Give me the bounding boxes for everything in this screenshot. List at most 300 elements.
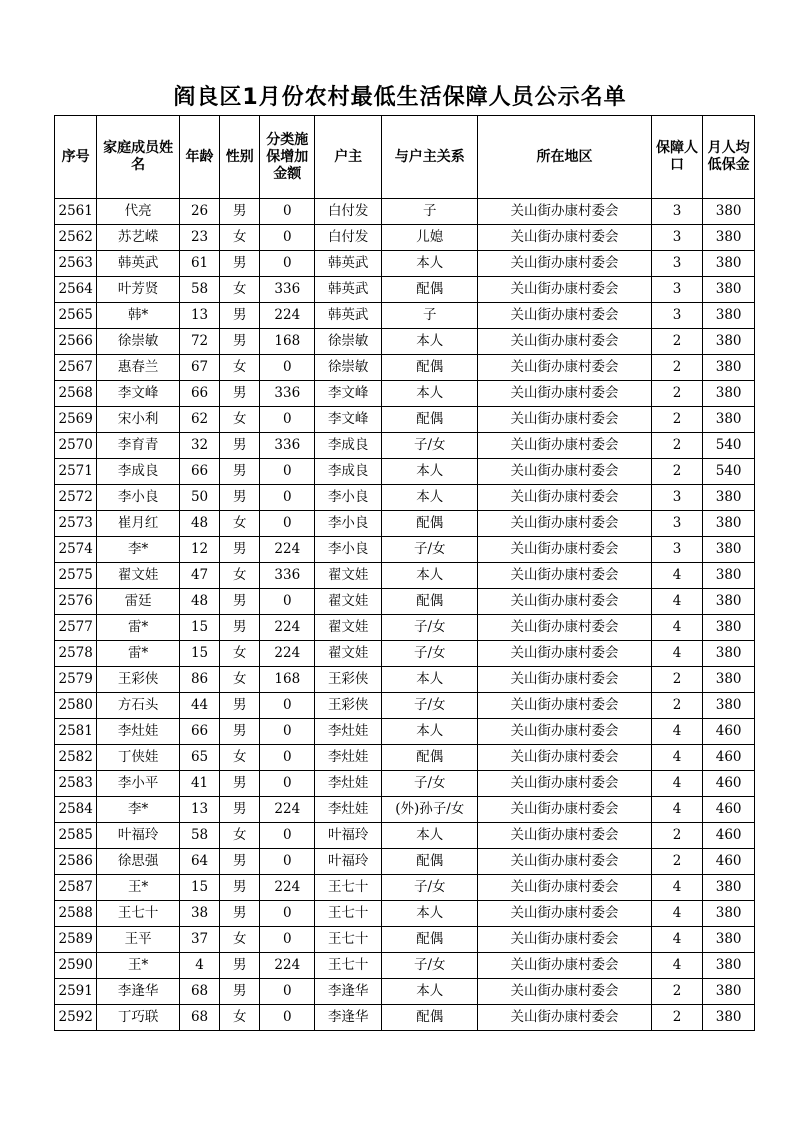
cell-member-name: 李* bbox=[97, 797, 180, 823]
cell-age: 48 bbox=[179, 511, 219, 537]
cell-household-size: 2 bbox=[651, 979, 703, 1005]
cell-gender: 男 bbox=[220, 433, 260, 459]
cell-householder: 白付发 bbox=[315, 199, 382, 225]
cell-member-name: 李灶娃 bbox=[97, 719, 180, 745]
cell-age: 26 bbox=[179, 199, 219, 225]
cell-householder: 李灶娃 bbox=[315, 797, 382, 823]
cell-age: 64 bbox=[179, 849, 219, 875]
cell-household-size: 4 bbox=[651, 745, 703, 771]
cell-region: 关山街办康村委会 bbox=[478, 719, 651, 745]
cell-relationship: 本人 bbox=[382, 251, 478, 277]
cell-monthly-allowance: 380 bbox=[703, 1005, 755, 1031]
cell-relationship: 儿媳 bbox=[382, 225, 478, 251]
cell-member-name: 崔月红 bbox=[97, 511, 180, 537]
cell-member-name: 雷廷 bbox=[97, 589, 180, 615]
cell-region: 关山街办康村委会 bbox=[478, 745, 651, 771]
cell-extra-amount: 224 bbox=[260, 537, 315, 563]
cell-member-name: 雷* bbox=[97, 641, 180, 667]
cell-extra-amount: 168 bbox=[260, 329, 315, 355]
cell-region: 关山街办康村委会 bbox=[478, 615, 651, 641]
header-col-age: 年龄 bbox=[179, 116, 219, 199]
cell-household-size: 3 bbox=[651, 199, 703, 225]
cell-extra-amount: 224 bbox=[260, 797, 315, 823]
cell-gender: 男 bbox=[220, 251, 260, 277]
cell-monthly-allowance: 380 bbox=[703, 225, 755, 251]
cell-relationship: 子/女 bbox=[382, 537, 478, 563]
cell-household-size: 2 bbox=[651, 381, 703, 407]
cell-monthly-allowance: 380 bbox=[703, 355, 755, 381]
cell-age: 41 bbox=[179, 771, 219, 797]
cell-relationship: 配偶 bbox=[382, 277, 478, 303]
cell-relationship: 子/女 bbox=[382, 615, 478, 641]
cell-monthly-allowance: 460 bbox=[703, 797, 755, 823]
cell-age: 38 bbox=[179, 901, 219, 927]
cell-age: 13 bbox=[179, 797, 219, 823]
cell-region: 关山街办康村委会 bbox=[478, 641, 651, 667]
cell-member-name: 雷* bbox=[97, 615, 180, 641]
cell-extra-amount: 336 bbox=[260, 381, 315, 407]
header-col-member-name: 家庭成员姓名 bbox=[97, 116, 180, 199]
cell-householder: 翟文娃 bbox=[315, 589, 382, 615]
cell-monthly-allowance: 380 bbox=[703, 927, 755, 953]
cell-member-name: 李逢华 bbox=[97, 979, 180, 1005]
cell-region: 关山街办康村委会 bbox=[478, 771, 651, 797]
cell-monthly-allowance: 380 bbox=[703, 199, 755, 225]
cell-household-size: 4 bbox=[651, 927, 703, 953]
cell-household-size: 3 bbox=[651, 251, 703, 277]
table-row bbox=[55, 771, 755, 797]
cell-member-name: 李成良 bbox=[97, 459, 180, 485]
cell-age: 66 bbox=[179, 381, 219, 407]
cell-region: 关山街办康村委会 bbox=[478, 407, 651, 433]
cell-household-size: 4 bbox=[651, 875, 703, 901]
cell-age: 32 bbox=[179, 433, 219, 459]
table-row bbox=[55, 1005, 755, 1031]
cell-member-name: 韩英武 bbox=[97, 251, 180, 277]
cell-monthly-allowance: 380 bbox=[703, 563, 755, 589]
cell-household-size: 4 bbox=[651, 953, 703, 979]
cell-monthly-allowance: 460 bbox=[703, 745, 755, 771]
cell-gender: 男 bbox=[220, 199, 260, 225]
cell-index: 2588 bbox=[55, 901, 97, 927]
cell-householder: 王七十 bbox=[315, 901, 382, 927]
cell-household-size: 4 bbox=[651, 589, 703, 615]
cell-household-size: 2 bbox=[651, 849, 703, 875]
cell-region: 关山街办康村委会 bbox=[478, 589, 651, 615]
cell-region: 关山街办康村委会 bbox=[478, 849, 651, 875]
cell-relationship: (外)孙子/女 bbox=[382, 797, 478, 823]
cell-index: 2591 bbox=[55, 979, 97, 1005]
cell-index: 2577 bbox=[55, 615, 97, 641]
cell-relationship: 配偶 bbox=[382, 849, 478, 875]
header-col-householder: 户主 bbox=[315, 116, 382, 199]
cell-age: 58 bbox=[179, 277, 219, 303]
cell-gender: 男 bbox=[220, 459, 260, 485]
cell-household-size: 3 bbox=[651, 277, 703, 303]
cell-household-size: 2 bbox=[651, 823, 703, 849]
cell-age: 15 bbox=[179, 875, 219, 901]
table-row bbox=[55, 589, 755, 615]
header-col-region: 所在地区 bbox=[478, 116, 651, 199]
cell-monthly-allowance: 380 bbox=[703, 485, 755, 511]
cell-index: 2567 bbox=[55, 355, 97, 381]
cell-householder: 叶福玲 bbox=[315, 823, 382, 849]
cell-householder: 李灶娃 bbox=[315, 771, 382, 797]
cell-gender: 女 bbox=[220, 511, 260, 537]
cell-age: 15 bbox=[179, 641, 219, 667]
cell-member-name: 徐思强 bbox=[97, 849, 180, 875]
cell-index: 2590 bbox=[55, 953, 97, 979]
cell-householder: 李文峰 bbox=[315, 381, 382, 407]
cell-region: 关山街办康村委会 bbox=[478, 485, 651, 511]
cell-gender: 女 bbox=[220, 667, 260, 693]
cell-age: 58 bbox=[179, 823, 219, 849]
cell-member-name: 丁侠娃 bbox=[97, 745, 180, 771]
cell-monthly-allowance: 380 bbox=[703, 277, 755, 303]
cell-age: 48 bbox=[179, 589, 219, 615]
cell-member-name: 李* bbox=[97, 537, 180, 563]
cell-monthly-allowance: 460 bbox=[703, 849, 755, 875]
cell-member-name: 韩* bbox=[97, 303, 180, 329]
cell-monthly-allowance: 380 bbox=[703, 303, 755, 329]
cell-householder: 王七十 bbox=[315, 875, 382, 901]
cell-gender: 女 bbox=[220, 1005, 260, 1031]
cell-householder: 白付发 bbox=[315, 225, 382, 251]
cell-index: 2583 bbox=[55, 771, 97, 797]
cell-index: 2582 bbox=[55, 745, 97, 771]
cell-gender: 男 bbox=[220, 329, 260, 355]
cell-householder: 翟文娃 bbox=[315, 615, 382, 641]
table-row bbox=[55, 199, 755, 225]
table-row bbox=[55, 927, 755, 953]
cell-gender: 男 bbox=[220, 537, 260, 563]
cell-relationship: 子 bbox=[382, 199, 478, 225]
cell-member-name: 王平 bbox=[97, 927, 180, 953]
cell-gender: 男 bbox=[220, 303, 260, 329]
cell-extra-amount: 224 bbox=[260, 615, 315, 641]
cell-relationship: 本人 bbox=[382, 459, 478, 485]
cell-age: 66 bbox=[179, 719, 219, 745]
table-row bbox=[55, 459, 755, 485]
cell-member-name: 方石头 bbox=[97, 693, 180, 719]
cell-member-name: 王* bbox=[97, 875, 180, 901]
cell-relationship: 子/女 bbox=[382, 875, 478, 901]
cell-region: 关山街办康村委会 bbox=[478, 563, 651, 589]
cell-extra-amount: 0 bbox=[260, 927, 315, 953]
cell-householder: 韩英武 bbox=[315, 277, 382, 303]
cell-member-name: 李文峰 bbox=[97, 381, 180, 407]
cell-relationship: 配偶 bbox=[382, 745, 478, 771]
cell-index: 2565 bbox=[55, 303, 97, 329]
cell-householder: 韩英武 bbox=[315, 251, 382, 277]
cell-householder: 翟文娃 bbox=[315, 641, 382, 667]
cell-extra-amount: 0 bbox=[260, 849, 315, 875]
cell-extra-amount: 0 bbox=[260, 225, 315, 251]
cell-gender: 女 bbox=[220, 225, 260, 251]
cell-monthly-allowance: 380 bbox=[703, 667, 755, 693]
cell-index: 2570 bbox=[55, 433, 97, 459]
cell-index: 2585 bbox=[55, 823, 97, 849]
cell-age: 15 bbox=[179, 615, 219, 641]
cell-region: 关山街办康村委会 bbox=[478, 823, 651, 849]
cell-household-size: 4 bbox=[651, 719, 703, 745]
cell-relationship: 配偶 bbox=[382, 511, 478, 537]
table-row bbox=[55, 251, 755, 277]
cell-gender: 女 bbox=[220, 745, 260, 771]
cell-monthly-allowance: 380 bbox=[703, 589, 755, 615]
cell-extra-amount: 168 bbox=[260, 667, 315, 693]
cell-household-size: 3 bbox=[651, 511, 703, 537]
cell-index: 2566 bbox=[55, 329, 97, 355]
cell-relationship: 本人 bbox=[382, 485, 478, 511]
cell-householder: 韩英武 bbox=[315, 303, 382, 329]
cell-gender: 女 bbox=[220, 563, 260, 589]
cell-region: 关山街办康村委会 bbox=[478, 303, 651, 329]
table-row bbox=[55, 381, 755, 407]
table-header-row bbox=[55, 116, 755, 199]
table-row bbox=[55, 563, 755, 589]
table-row bbox=[55, 823, 755, 849]
cell-index: 2589 bbox=[55, 927, 97, 953]
cell-household-size: 2 bbox=[651, 355, 703, 381]
cell-gender: 女 bbox=[220, 927, 260, 953]
cell-gender: 男 bbox=[220, 771, 260, 797]
cell-region: 关山街办康村委会 bbox=[478, 875, 651, 901]
cell-region: 关山街办康村委会 bbox=[478, 381, 651, 407]
cell-extra-amount: 0 bbox=[260, 901, 315, 927]
header-col-relationship: 与户主关系 bbox=[382, 116, 478, 199]
cell-extra-amount: 224 bbox=[260, 641, 315, 667]
cell-index: 2587 bbox=[55, 875, 97, 901]
cell-member-name: 翟文娃 bbox=[97, 563, 180, 589]
document-title: 阎良区1月份农村最低生活保障人员公示名单 bbox=[173, 85, 627, 110]
cell-member-name: 王彩侠 bbox=[97, 667, 180, 693]
cell-householder: 李成良 bbox=[315, 433, 382, 459]
cell-age: 37 bbox=[179, 927, 219, 953]
cell-gender: 男 bbox=[220, 901, 260, 927]
cell-monthly-allowance: 460 bbox=[703, 771, 755, 797]
table-row bbox=[55, 615, 755, 641]
cell-index: 2562 bbox=[55, 225, 97, 251]
cell-region: 关山街办康村委会 bbox=[478, 225, 651, 251]
cell-member-name: 宋小利 bbox=[97, 407, 180, 433]
cell-region: 关山街办康村委会 bbox=[478, 511, 651, 537]
cell-householder: 李小良 bbox=[315, 537, 382, 563]
cell-index: 2563 bbox=[55, 251, 97, 277]
table-row bbox=[55, 667, 755, 693]
table-row bbox=[55, 875, 755, 901]
cell-index: 2578 bbox=[55, 641, 97, 667]
cell-gender: 男 bbox=[220, 381, 260, 407]
cell-region: 关山街办康村委会 bbox=[478, 693, 651, 719]
cell-member-name: 惠春兰 bbox=[97, 355, 180, 381]
cell-household-size: 2 bbox=[651, 433, 703, 459]
cell-householder: 李成良 bbox=[315, 459, 382, 485]
cell-gender: 男 bbox=[220, 485, 260, 511]
recipient-table bbox=[54, 115, 755, 1031]
cell-householder: 李小良 bbox=[315, 485, 382, 511]
cell-relationship: 配偶 bbox=[382, 355, 478, 381]
cell-household-size: 2 bbox=[651, 1005, 703, 1031]
cell-monthly-allowance: 460 bbox=[703, 719, 755, 745]
cell-region: 关山街办康村委会 bbox=[478, 199, 651, 225]
cell-extra-amount: 0 bbox=[260, 745, 315, 771]
cell-householder: 李小良 bbox=[315, 511, 382, 537]
cell-gender: 男 bbox=[220, 719, 260, 745]
cell-extra-amount: 224 bbox=[260, 953, 315, 979]
cell-gender: 男 bbox=[220, 953, 260, 979]
cell-relationship: 子/女 bbox=[382, 433, 478, 459]
cell-householder: 徐崇敏 bbox=[315, 329, 382, 355]
table-row bbox=[55, 407, 755, 433]
cell-household-size: 3 bbox=[651, 485, 703, 511]
cell-region: 关山街办康村委会 bbox=[478, 797, 651, 823]
cell-extra-amount: 0 bbox=[260, 459, 315, 485]
cell-monthly-allowance: 380 bbox=[703, 381, 755, 407]
table-row bbox=[55, 355, 755, 381]
cell-age: 44 bbox=[179, 693, 219, 719]
header-col-gender: 性别 bbox=[220, 116, 260, 199]
cell-relationship: 本人 bbox=[382, 667, 478, 693]
cell-index: 2579 bbox=[55, 667, 97, 693]
header-col-household-size: 保障人口 bbox=[651, 116, 703, 199]
cell-relationship: 子 bbox=[382, 303, 478, 329]
cell-index: 2568 bbox=[55, 381, 97, 407]
table-row bbox=[55, 745, 755, 771]
cell-age: 13 bbox=[179, 303, 219, 329]
cell-index: 2576 bbox=[55, 589, 97, 615]
cell-gender: 男 bbox=[220, 693, 260, 719]
cell-monthly-allowance: 380 bbox=[703, 875, 755, 901]
cell-age: 50 bbox=[179, 485, 219, 511]
cell-monthly-allowance: 380 bbox=[703, 693, 755, 719]
cell-age: 62 bbox=[179, 407, 219, 433]
cell-region: 关山街办康村委会 bbox=[478, 433, 651, 459]
table-row bbox=[55, 719, 755, 745]
cell-region: 关山街办康村委会 bbox=[478, 1005, 651, 1031]
cell-monthly-allowance: 460 bbox=[703, 823, 755, 849]
cell-region: 关山街办康村委会 bbox=[478, 329, 651, 355]
cell-member-name: 叶芳贤 bbox=[97, 277, 180, 303]
cell-region: 关山街办康村委会 bbox=[478, 953, 651, 979]
cell-extra-amount: 0 bbox=[260, 199, 315, 225]
cell-monthly-allowance: 540 bbox=[703, 433, 755, 459]
cell-index: 2564 bbox=[55, 277, 97, 303]
cell-household-size: 2 bbox=[651, 407, 703, 433]
cell-relationship: 子/女 bbox=[382, 693, 478, 719]
cell-household-size: 4 bbox=[651, 797, 703, 823]
cell-relationship: 本人 bbox=[382, 823, 478, 849]
cell-gender: 女 bbox=[220, 823, 260, 849]
header-col-extra-amount: 分类施保增加金额 bbox=[260, 116, 315, 199]
cell-householder: 王彩侠 bbox=[315, 693, 382, 719]
cell-extra-amount: 0 bbox=[260, 771, 315, 797]
table-row bbox=[55, 485, 755, 511]
cell-gender: 男 bbox=[220, 797, 260, 823]
cell-index: 2584 bbox=[55, 797, 97, 823]
cell-monthly-allowance: 380 bbox=[703, 537, 755, 563]
cell-index: 2575 bbox=[55, 563, 97, 589]
cell-household-size: 2 bbox=[651, 667, 703, 693]
cell-relationship: 配偶 bbox=[382, 589, 478, 615]
cell-member-name: 苏艺嵘 bbox=[97, 225, 180, 251]
cell-extra-amount: 336 bbox=[260, 563, 315, 589]
cell-household-size: 2 bbox=[651, 329, 703, 355]
cell-extra-amount: 0 bbox=[260, 1005, 315, 1031]
cell-monthly-allowance: 540 bbox=[703, 459, 755, 485]
cell-age: 23 bbox=[179, 225, 219, 251]
cell-relationship: 本人 bbox=[382, 719, 478, 745]
cell-age: 66 bbox=[179, 459, 219, 485]
table-row bbox=[55, 225, 755, 251]
cell-householder: 翟文娃 bbox=[315, 563, 382, 589]
cell-index: 2573 bbox=[55, 511, 97, 537]
cell-household-size: 2 bbox=[651, 459, 703, 485]
table-row bbox=[55, 329, 755, 355]
cell-monthly-allowance: 380 bbox=[703, 953, 755, 979]
table-row bbox=[55, 511, 755, 537]
cell-index: 2586 bbox=[55, 849, 97, 875]
cell-gender: 男 bbox=[220, 875, 260, 901]
cell-household-size: 3 bbox=[651, 537, 703, 563]
cell-gender: 男 bbox=[220, 979, 260, 1005]
cell-householder: 叶福玲 bbox=[315, 849, 382, 875]
cell-extra-amount: 0 bbox=[260, 355, 315, 381]
cell-householder: 李逢华 bbox=[315, 979, 382, 1005]
cell-region: 关山街办康村委会 bbox=[478, 277, 651, 303]
cell-age: 65 bbox=[179, 745, 219, 771]
cell-householder: 李文峰 bbox=[315, 407, 382, 433]
cell-extra-amount: 0 bbox=[260, 823, 315, 849]
table-row bbox=[55, 303, 755, 329]
table-row bbox=[55, 979, 755, 1005]
cell-extra-amount: 0 bbox=[260, 251, 315, 277]
table-row bbox=[55, 641, 755, 667]
cell-householder: 李逢华 bbox=[315, 1005, 382, 1031]
cell-gender: 男 bbox=[220, 589, 260, 615]
cell-relationship: 子/女 bbox=[382, 641, 478, 667]
cell-region: 关山街办康村委会 bbox=[478, 979, 651, 1005]
cell-monthly-allowance: 380 bbox=[703, 979, 755, 1005]
cell-gender: 男 bbox=[220, 849, 260, 875]
cell-extra-amount: 224 bbox=[260, 303, 315, 329]
cell-member-name: 李小良 bbox=[97, 485, 180, 511]
cell-member-name: 徐崇敏 bbox=[97, 329, 180, 355]
cell-region: 关山街办康村委会 bbox=[478, 667, 651, 693]
cell-householder: 李灶娃 bbox=[315, 745, 382, 771]
cell-household-size: 4 bbox=[651, 615, 703, 641]
cell-relationship: 配偶 bbox=[382, 407, 478, 433]
cell-age: 68 bbox=[179, 1005, 219, 1031]
cell-household-size: 3 bbox=[651, 303, 703, 329]
cell-extra-amount: 0 bbox=[260, 407, 315, 433]
cell-relationship: 子/女 bbox=[382, 771, 478, 797]
cell-extra-amount: 336 bbox=[260, 433, 315, 459]
cell-age: 68 bbox=[179, 979, 219, 1005]
cell-relationship: 本人 bbox=[382, 901, 478, 927]
cell-index: 2592 bbox=[55, 1005, 97, 1031]
cell-householder: 王七十 bbox=[315, 953, 382, 979]
cell-member-name: 叶福玲 bbox=[97, 823, 180, 849]
cell-member-name: 代亮 bbox=[97, 199, 180, 225]
table-row bbox=[55, 277, 755, 303]
cell-gender: 女 bbox=[220, 355, 260, 381]
cell-householder: 王彩侠 bbox=[315, 667, 382, 693]
cell-region: 关山街办康村委会 bbox=[478, 459, 651, 485]
header-col-index: 序号 bbox=[55, 116, 97, 199]
cell-extra-amount: 224 bbox=[260, 875, 315, 901]
cell-extra-amount: 0 bbox=[260, 693, 315, 719]
